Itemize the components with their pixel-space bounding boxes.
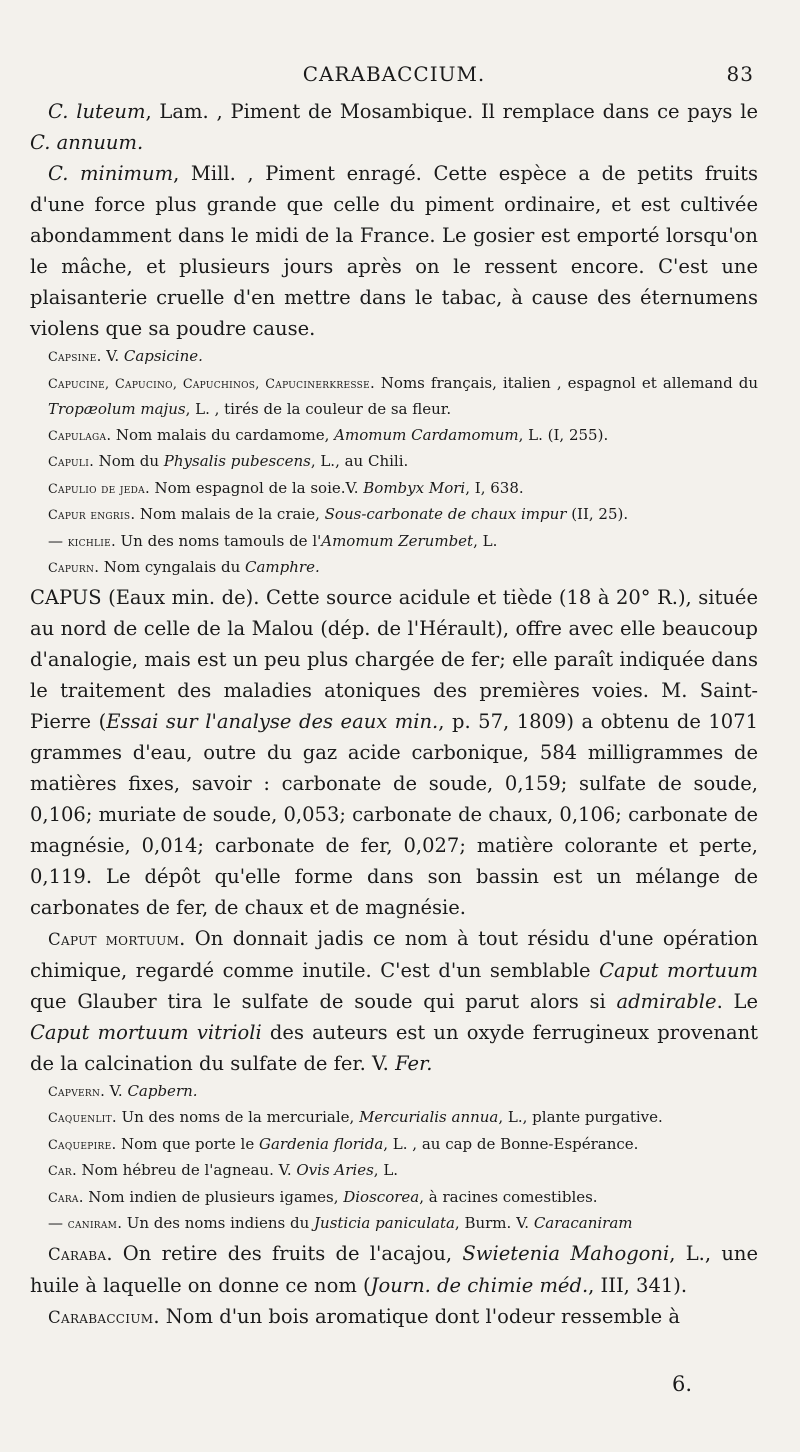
text-run: des auteurs est un oxyde ferrugineux provenant de la calcination du sulfate de fer. V.: [30, 1020, 758, 1075]
paragraph-caput-mortuum: [30, 923, 758, 1079]
italic-text: C. luteum: [48, 100, 146, 123]
small-entries-1: [30, 344, 758, 582]
italic-text: Tropæolum majus: [48, 400, 186, 418]
entry-caquepire: [30, 1132, 758, 1159]
text-run: . Un des noms de la mercuriale,: [111, 1108, 360, 1126]
entry-capur-engris: [30, 502, 758, 529]
text-run: . Nom que porte le: [111, 1134, 259, 1153]
entry-caniram: [30, 1211, 758, 1238]
entry-capulaga: [30, 423, 758, 450]
italic-text: Camphre.: [245, 558, 320, 576]
entry-term: Capuli: [48, 455, 90, 470]
text-run: , p. 57, 1809) a obtenu de 1071 grammes d'eau, outre du gaz acide carbonique, 584 milligrammes de matières fixes, savoir : carbonate de soude, 0,159; sulfate de soude, 0,106; muriate de soude, 0,053; carbonate de chaux, 0,106; carbonate de magnésie, 0,014; carbonate de fer, 0,027; matière colorante et perte, 0,119. Le dépôt qu'elle forme dans son bassin est un mélange de carbonates de fer, de chaux et de magnésie.: [30, 709, 759, 919]
text-run: . Noms français, italien , espagnol et allemand du: [369, 373, 758, 392]
entry-term: Capulaga: [48, 428, 107, 444]
text-run: . V.: [96, 347, 124, 365]
entry-capuli: [30, 449, 758, 476]
italic-text: Ovis Aries: [296, 1161, 374, 1179]
page-number: 83: [726, 62, 754, 86]
paragraph-capus: [30, 582, 758, 923]
text-run: . Le: [716, 989, 758, 1013]
italic-text: Dioscorea: [343, 1187, 420, 1206]
text-run: . Nom malais de la craie,: [130, 505, 325, 523]
italic-text: C. annuum.: [30, 131, 144, 154]
entry-term: Caquenlit: [48, 1111, 112, 1126]
paragraph-c-luteum: [30, 96, 758, 158]
italic-text: admirable: [616, 989, 717, 1013]
italic-text: Swietenia Mahogoni: [462, 1241, 670, 1265]
entry-term: Capvern: [48, 1084, 101, 1100]
text-run: , I, 638.: [465, 478, 524, 497]
text-run: . Un des noms indiens du: [117, 1214, 315, 1232]
entry-term: caniram: [67, 1217, 118, 1232]
entry-capulio: [30, 476, 758, 503]
text-run: , L., plante purgative.: [498, 1108, 663, 1126]
text-run: (II, 25).: [566, 505, 629, 523]
italic-text: Essai sur l'analyse des eaux min.: [106, 709, 439, 733]
text-run: , à racines comestibles.: [419, 1187, 598, 1206]
text-run: CAPUS (Eaux min. de). Cette source acidule et tiède (18 à 20° R.), située au nord de celle de la Malou (dép. de l'Hérault), offre avec elle beaucoup d'analogie, mais est un peu plus chargée de fer; elle paraît indiquée dans le traitement des maladies atoniques des premières voies. M. Saint-Pierre (: [30, 585, 758, 733]
italic-text: Capbern.: [127, 1081, 198, 1100]
italic-text: C. minimum: [48, 162, 174, 185]
italic-text: Fer.: [395, 1051, 433, 1075]
text-run: , L.: [373, 1161, 399, 1179]
italic-text: Gardenia florida: [258, 1134, 384, 1153]
entry-term: kichlie: [67, 534, 111, 550]
text-run: . On donnait jadis ce nom à tout résidu d'une opération chimique, regardé comme inutile. C'est d'un semblable: [30, 926, 759, 982]
entry-term: Caquepire: [48, 1137, 112, 1153]
italic-text: Journ. de chimie méd.: [370, 1273, 589, 1297]
text-run: , L. , au cap de Bonne-Espérance.: [383, 1134, 639, 1153]
entry-term: Capurn: [48, 561, 95, 576]
italic-text: Amomum Zerumbet: [321, 531, 474, 550]
paragraph-carabaccium: [30, 1301, 758, 1333]
entry-car: [30, 1158, 758, 1185]
text-run: . Nom espagnol de la soie.V.: [144, 478, 364, 497]
entry-term: Cara: [48, 1190, 79, 1206]
text-run: , L., une huile à laquelle on donne ce nom (: [30, 1241, 759, 1297]
text-run: que Glauber tira le sulfate de soude qui parut alors si: [30, 989, 617, 1013]
text-run: —: [48, 1214, 68, 1232]
text-run: , L., au Chili.: [310, 452, 409, 470]
entry-cara: [30, 1185, 758, 1212]
signature-mark: 6.: [671, 1372, 692, 1396]
italic-text: Caput mortuum vitrioli: [30, 1020, 262, 1044]
entry-term: Car: [48, 1164, 72, 1179]
text-run: . Nom cyngalais du: [94, 558, 246, 576]
italic-text: Capsicine.: [123, 347, 203, 365]
italic-text: Bombyx Mori: [363, 478, 466, 497]
text-run: . Nom indien de plusieurs igames,: [78, 1187, 344, 1206]
text-run: . Un des noms tamouls de l': [111, 531, 322, 550]
text-run: . Nom d'un bois aromatique dont l'odeur ressemble à: [153, 1304, 680, 1328]
text-run: , L.: [473, 531, 498, 550]
italic-text: Justicia paniculata: [314, 1214, 455, 1232]
text-run: —: [48, 531, 68, 550]
paragraph-caraba: [30, 1238, 758, 1301]
italic-text: Sous-carbonate de chaux impur: [324, 505, 567, 523]
text-run: , III, 341).: [588, 1273, 688, 1297]
entry-term: Caput mortuum: [48, 929, 180, 949]
entry-term: Capulio de jeda: [48, 481, 145, 497]
running-title: CARABACCIUM.: [302, 62, 486, 86]
entry-kichlie: [30, 529, 758, 556]
paragraph-c-minimum: [30, 158, 758, 344]
text-run: , Mill. , Piment enragé. Cette espèce a de petits fruits d'une force plus grande que celle du piment ordinaire, et est cultivée abondamment dans le midi de la France. Le gosier est emporté lorsqu'on le mâche, et plusieurs jours après on le ressent encore. C'est une plaisanterie cruelle d'en mettre dans le tabac, à cause des éternumens violens que sa poudre cause.: [30, 162, 759, 340]
entry-term: Carabaccium: [48, 1307, 154, 1327]
text-run: , L. , tirés de la couleur de sa fleur.: [185, 400, 452, 418]
italic-text: Physalis pubescens: [163, 452, 311, 470]
page-header: [30, 62, 758, 96]
entry-term: Capur engris: [48, 508, 131, 523]
small-entries-2: [30, 1079, 758, 1238]
text-run: . On retire des fruits de l'acajou,: [106, 1241, 463, 1265]
entry-term: Caraba: [48, 1244, 107, 1264]
entry-capurn: [30, 555, 758, 582]
text-run: , Lam. , Piment de Mosambique. Il remplace dans ce pays le: [145, 100, 759, 123]
entry-term: Capucine, Capucino, Capuchinos, Capucinerkresse: [48, 376, 370, 392]
entry-capucine: [30, 371, 758, 423]
entry-capsine: [30, 344, 758, 371]
entry-caquenlit: [30, 1105, 758, 1132]
italic-text: Caput mortuum: [599, 958, 759, 982]
italic-text: Caracaniram: [533, 1214, 633, 1232]
text-run: . Nom du: [89, 452, 164, 470]
text-run: , Burm. V.: [454, 1214, 534, 1232]
text-run: . Nom malais du cardamome,: [106, 425, 335, 444]
entry-capvern: [30, 1079, 758, 1106]
italic-text: Amomum Cardamomum: [334, 425, 519, 444]
text-run: , L. (I, 255).: [518, 425, 609, 444]
text-run: . Nom hébreu de l'agneau. V.: [71, 1161, 297, 1179]
body-text: [30, 96, 758, 1333]
italic-text: Mercurialis annua: [359, 1108, 499, 1126]
text-run: . V.: [100, 1081, 128, 1100]
entry-term: Capsine: [48, 350, 97, 365]
